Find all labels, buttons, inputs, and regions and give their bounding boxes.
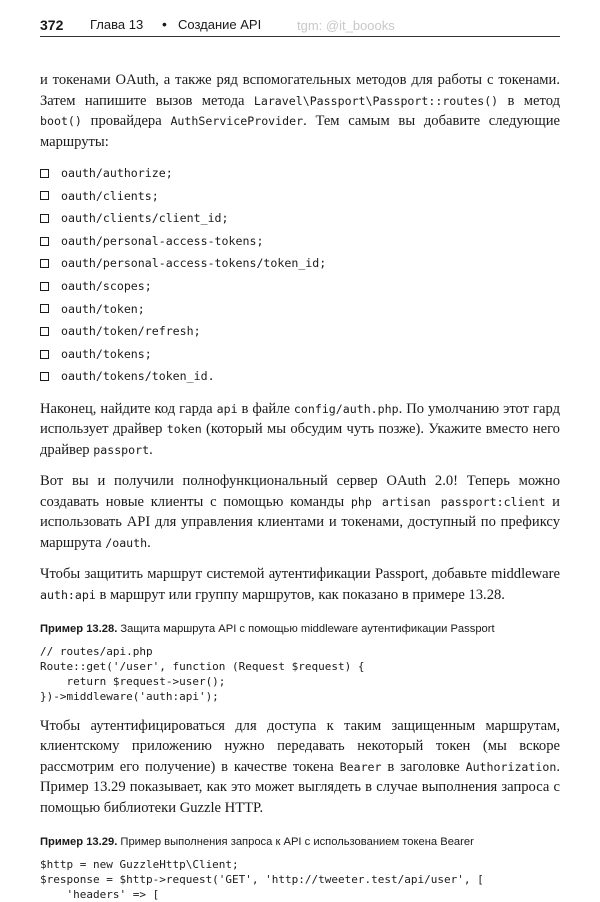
- example-label: Пример 13.28.: [40, 623, 118, 636]
- text-segment: Наконец, найдите код гарда: [40, 400, 217, 417]
- paragraph-middleware: [40, 564, 560, 605]
- checkbox-bullet-icon: [40, 372, 49, 381]
- text-segment: Чтобы аутентифицироваться для доступа к таким защищенным маршрутам, клиентскому приложению нужно передавать некоторый токен (мы вскоре рассмотрим его получение) в качестве токена: [40, 717, 560, 775]
- paragraph-guard: [40, 399, 560, 461]
- list-item: [40, 230, 560, 253]
- list-item: [40, 185, 560, 208]
- inline-code: /oauth: [105, 535, 148, 550]
- route-name: oauth/token;: [61, 301, 145, 316]
- text-segment: .: [149, 441, 153, 458]
- page-header: [40, 15, 560, 39]
- chapter-label: Глава 13: [90, 17, 144, 32]
- route-name: oauth/personal-access-tokens;: [61, 233, 264, 248]
- route-name: oauth/clients;: [61, 188, 159, 203]
- section-title: Создание API: [178, 17, 262, 32]
- inline-code: Authorization: [465, 759, 557, 774]
- inline-code: AuthServiceProvider: [170, 114, 304, 128]
- page-number: 372: [40, 17, 64, 33]
- checkbox-bullet-icon: [40, 282, 49, 291]
- text-segment: . По умолчанию этот гард использует драйвер: [40, 400, 560, 438]
- text-segment: . Тем самым вы добавите следующие маршруты:: [40, 113, 560, 150]
- list-item: [40, 207, 560, 230]
- code-block: // routes/api.php Route::get('/user', function (Request $request) { return $request->user(); })->middleware('auth:api');: [40, 644, 365, 703]
- checkbox-bullet-icon: [40, 304, 49, 313]
- route-name: oauth/clients/client_id;: [61, 211, 229, 226]
- inline-code: Bearer: [339, 759, 382, 774]
- text-segment: в метод: [498, 92, 561, 109]
- checkbox-bullet-icon: [40, 191, 49, 200]
- inline-code: passport: [93, 442, 150, 457]
- header-rule: [40, 36, 560, 37]
- list-item: [40, 162, 560, 185]
- text-segment: и токенами OAuth, а также ряд вспомогательных методов для работы с токенами. Затем напишите вызов метода: [40, 72, 560, 109]
- text-segment: Вот вы и получили полнофункциональный сервер OAuth 2.0! Теперь можно создавать новые клиенты с помощью команды: [40, 473, 560, 510]
- watermark: tgm: @it_boooks: [297, 18, 395, 33]
- inline-code: php artisan passport:client: [350, 494, 546, 509]
- route-name: oauth/token/refresh;: [61, 324, 201, 339]
- text-segment: .: [147, 534, 151, 551]
- checkbox-bullet-icon: [40, 169, 49, 178]
- list-item: [40, 298, 560, 321]
- route-name: oauth/scopes;: [61, 279, 152, 294]
- paragraph-intro: [40, 70, 560, 152]
- page-body: [40, 70, 560, 902]
- route-name: oauth/authorize;: [61, 166, 173, 181]
- route-name: oauth/tokens;: [61, 346, 152, 361]
- text-segment: (который мы обсудим чуть позже). Укажите вместо него драйвер: [40, 421, 560, 458]
- text-segment: . Пример 13.29 показывает, как это может выглядеть в случае выполнения запроса с помощью библиотеки Guzzle HTTP.: [40, 758, 560, 816]
- example-title: Пример выполнения запроса к API с использованием токена Bearer: [117, 836, 474, 849]
- checkbox-bullet-icon: [40, 214, 49, 223]
- checkbox-bullet-icon: [40, 350, 49, 359]
- paragraph-bearer: [40, 716, 560, 819]
- example-caption: [40, 832, 560, 853]
- inline-code: token: [166, 422, 202, 437]
- paragraph-oauth-server: [40, 471, 560, 553]
- inline-code: auth:api: [40, 587, 96, 602]
- text-segment: в заголовке: [381, 758, 466, 775]
- checkbox-bullet-icon: [40, 259, 49, 268]
- list-item: [40, 320, 560, 343]
- checkbox-bullet-icon: [40, 237, 49, 246]
- header-bullet: •: [162, 16, 167, 32]
- text-segment: в маршрут или группу маршрутов, как показано в примере 13.28.: [95, 586, 505, 603]
- text-segment: провайдера: [81, 113, 171, 129]
- list-item: [40, 275, 560, 298]
- inline-code: config/auth.php: [293, 401, 399, 416]
- inline-code: boot(): [40, 114, 82, 128]
- example-title: Защита маршрута API с помощью middleware аутентификации Passport: [117, 623, 495, 636]
- example-caption: [40, 619, 560, 640]
- list-item: [40, 365, 560, 388]
- list-item: [40, 252, 560, 275]
- inline-code: api: [216, 401, 238, 416]
- text-segment: и использовать API для управления клиентами и токенами, доступный по префиксу маршрута: [40, 493, 560, 551]
- checkbox-bullet-icon: [40, 327, 49, 336]
- text-segment: в файле: [237, 400, 294, 417]
- code-block: $http = new GuzzleHttp\Client; $response = $http->request('GET', 'http://tweeter.test/api/user', [ 'headers' => [: [40, 857, 484, 901]
- route-name: oauth/tokens/token_id.: [61, 369, 215, 384]
- inline-code: Laravel\Passport\Passport::routes(): [253, 93, 499, 108]
- route-name: oauth/personal-access-tokens/token_id;: [61, 256, 327, 271]
- text-segment: Чтобы защитить маршрут системой аутентификации Passport, добавьте middleware: [40, 566, 560, 583]
- routes-list: [40, 162, 560, 388]
- example-label: Пример 13.29.: [40, 836, 118, 849]
- list-item: [40, 343, 560, 366]
